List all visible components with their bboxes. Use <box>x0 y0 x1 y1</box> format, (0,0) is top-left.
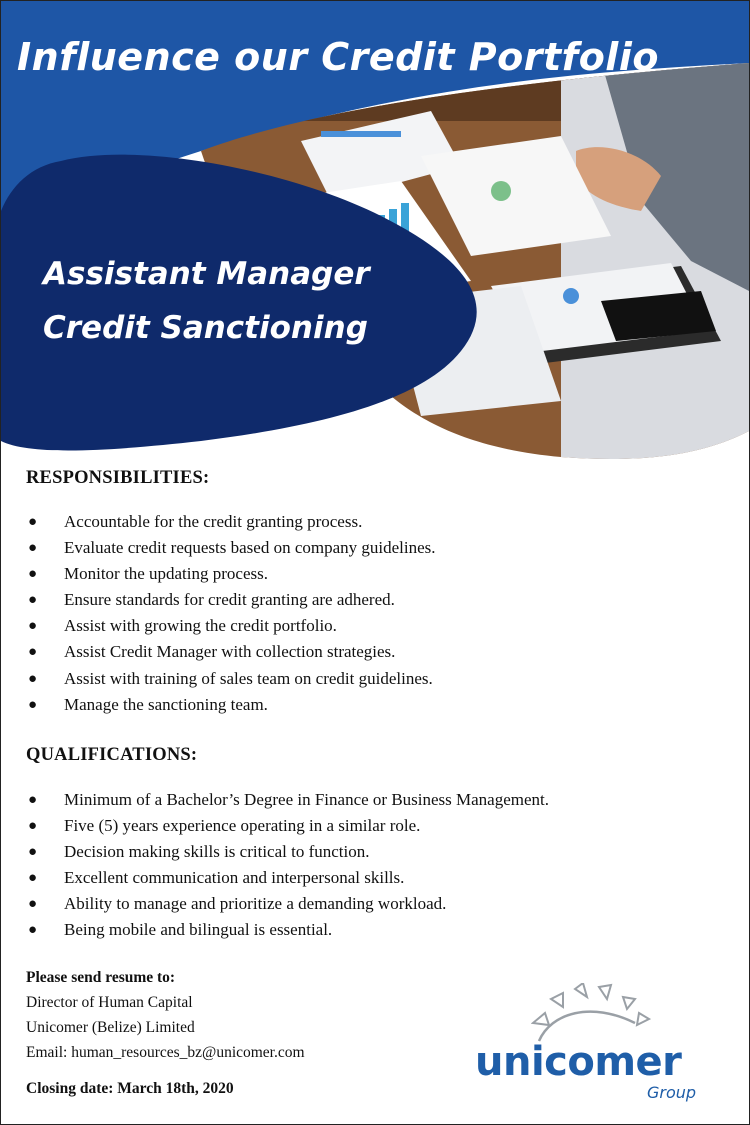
list-item <box>26 813 549 839</box>
list-item <box>26 509 436 535</box>
contact-line-2: Unicomer (Belize) Limited <box>26 1019 195 1036</box>
bullet-icon: ● <box>28 670 38 687</box>
list-item <box>26 891 549 917</box>
bullet-icon: ● <box>28 618 38 635</box>
list-item <box>26 865 549 891</box>
unicomer-logo <box>471 983 711 1108</box>
logo-wordmark: unicomer <box>475 1039 682 1085</box>
bullet-icon: ● <box>28 566 38 583</box>
contact-email[interactable]: Email: human_resources_bz@unicomer.com <box>26 1044 305 1061</box>
bullet-icon: ● <box>28 592 38 609</box>
list-item-text: Monitor the updating process. <box>64 564 268 584</box>
list-item <box>26 666 436 692</box>
headline: Influence our Credit Portfolio <box>17 35 659 79</box>
bullet-icon: ● <box>28 922 38 939</box>
list-item <box>26 917 549 943</box>
bullet-icon: ● <box>28 540 38 557</box>
job-title <box>43 247 370 355</box>
contact-lead: Please send resume to: <box>26 969 176 986</box>
bullet-icon: ● <box>28 696 38 713</box>
logo-sun-icon <box>531 983 651 1043</box>
list-item <box>26 787 549 813</box>
bullet-icon: ● <box>28 870 38 887</box>
bullet-icon: ● <box>28 844 38 861</box>
qualifications-heading: QUALIFICATIONS: <box>26 745 198 765</box>
list-item-text: Evaluate credit requests based on company guidelines. <box>64 538 436 558</box>
list-item <box>26 535 436 561</box>
list-item-text: Decision making skills is critical to function. <box>64 842 370 862</box>
qualifications-list <box>26 787 549 944</box>
responsibilities-list <box>26 509 436 718</box>
list-item <box>26 639 436 665</box>
list-item-text: Ensure standards for credit granting are adhered. <box>64 590 395 610</box>
list-item-text: Ability to manage and prioritize a demanding workload. <box>64 894 447 914</box>
list-item-text: Minimum of a Bachelor’s Degree in Finance or Business Management. <box>64 790 550 809</box>
list-item <box>26 839 549 865</box>
bullet-icon: ● <box>28 818 38 835</box>
bullet-icon: ● <box>28 896 38 913</box>
list-item <box>26 561 436 587</box>
list-item-text: Assist Credit Manager with collection strategies. <box>64 642 396 662</box>
list-item-text: Being mobile and bilingual is essential. <box>64 920 333 940</box>
list-item-text: Assist with growing the credit portfolio. <box>64 616 337 636</box>
list-item-text: Accountable for the credit granting process. <box>64 512 363 531</box>
list-item-text: Manage the sanctioning team. <box>64 694 268 714</box>
job-title-line-1: Assistant Manager <box>43 256 370 292</box>
closing-date: Closing date: March 18th, 2020 <box>26 1080 234 1097</box>
bullet-icon: ● <box>28 644 38 661</box>
hero-banner <box>1 1 749 461</box>
list-item-text: Assist with training of sales team on credit guidelines. <box>64 668 433 688</box>
bullet-icon: ● <box>28 792 38 808</box>
logo-group-label: Group <box>647 1083 697 1102</box>
list-item <box>26 692 436 718</box>
contact-line-1: Director of Human Capital <box>26 994 193 1011</box>
job-title-line-2: Credit Sanctioning <box>43 310 368 346</box>
list-item <box>26 587 436 613</box>
list-item-text: Excellent communication and interpersonal skills. <box>64 868 405 888</box>
contact-block <box>26 965 305 1065</box>
list-item <box>26 613 436 639</box>
list-item-text: Five (5) years experience operating in a similar role. <box>64 816 421 836</box>
bullet-icon: ● <box>28 514 38 530</box>
responsibilities-heading: RESPONSIBILITIES: <box>26 468 210 488</box>
